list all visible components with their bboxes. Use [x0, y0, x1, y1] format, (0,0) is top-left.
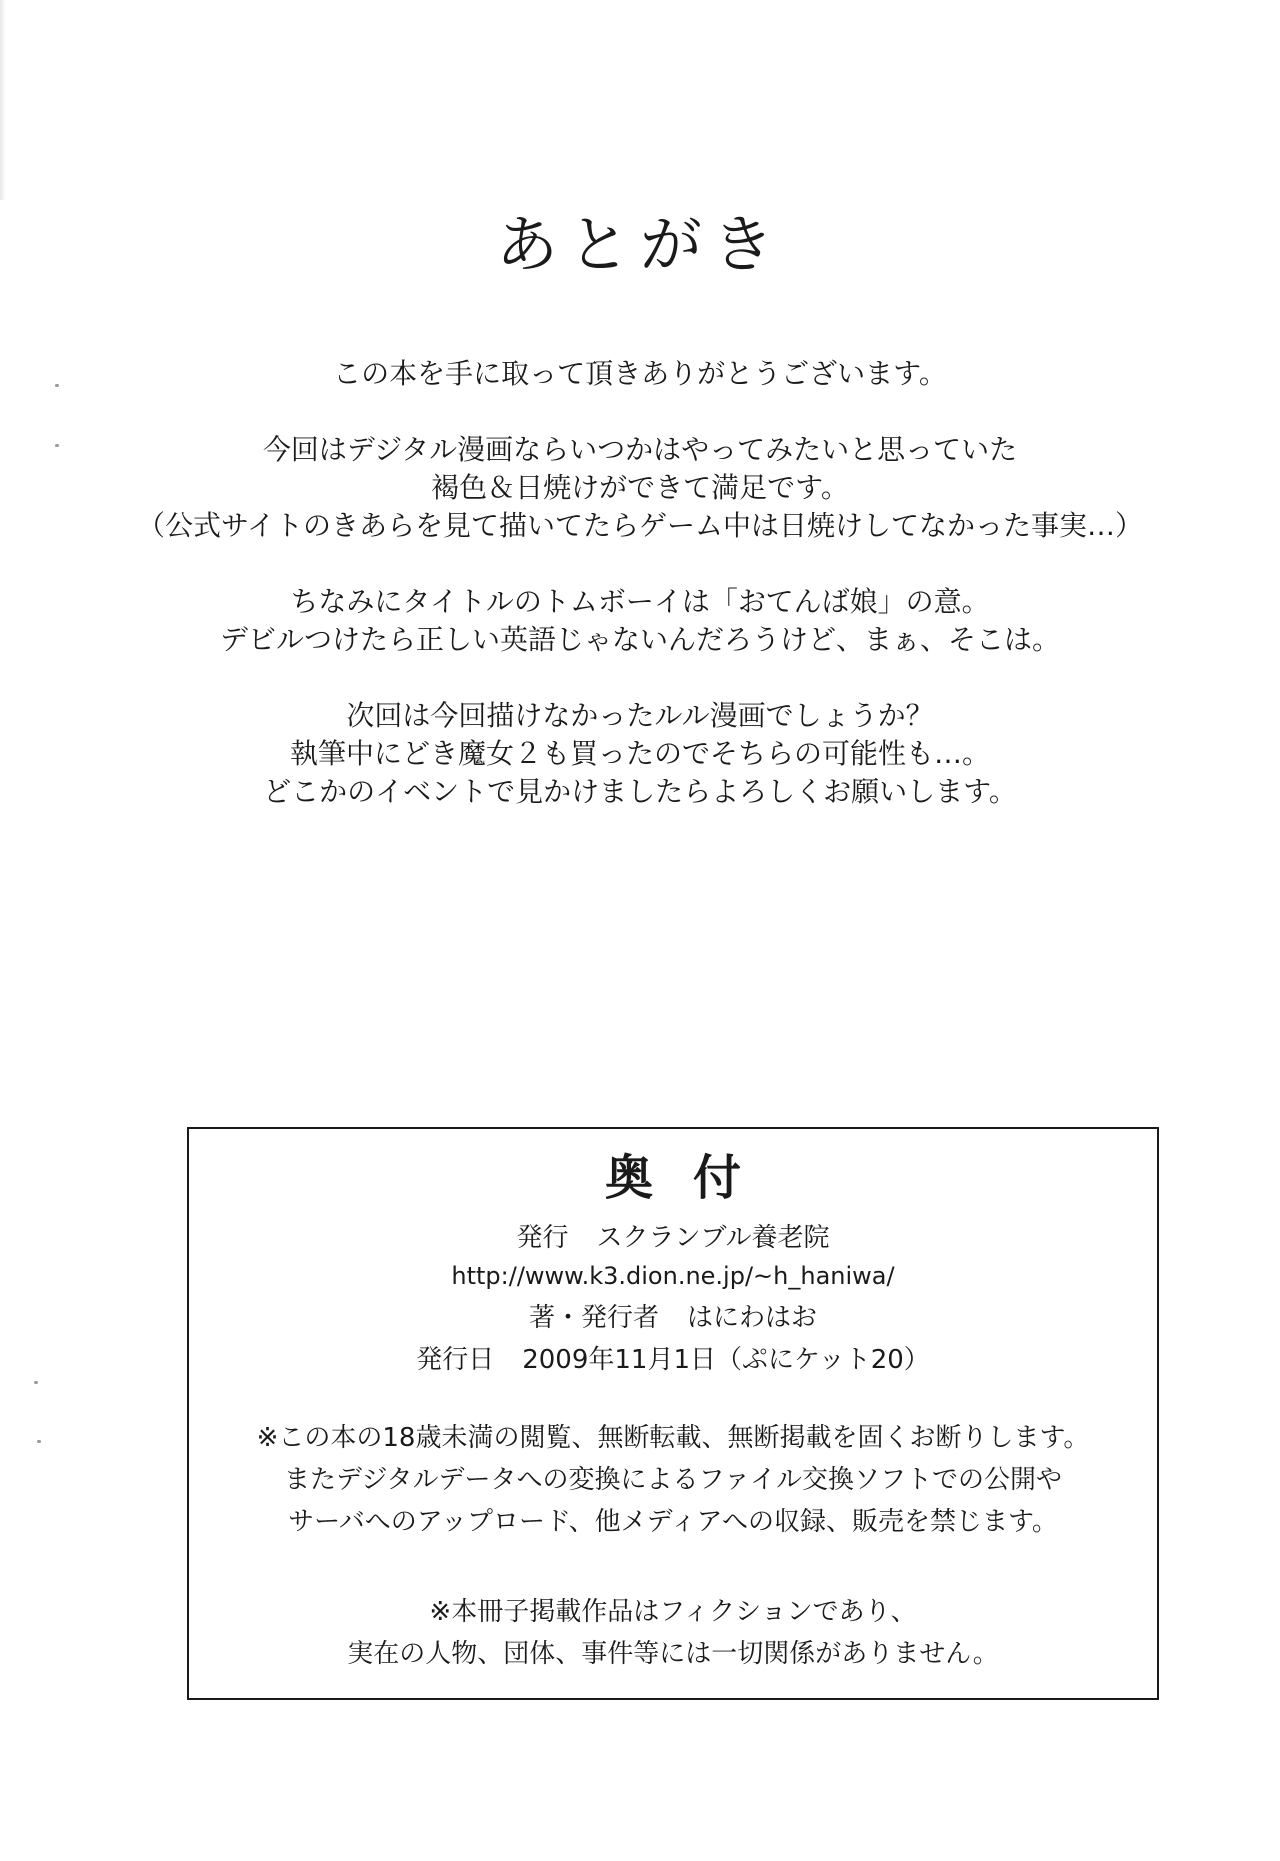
afterword-line: ちなみにタイトルのトムボーイは「おてんば娘」の意。 [290, 585, 990, 618]
notice-line: サーバへのアップロード、他メディアへの収録、販売を禁じます。 [288, 1507, 1058, 1537]
url-line [189, 1259, 1157, 1293]
colophon-title: 奥付 [604, 1150, 781, 1206]
scan-speck [55, 444, 59, 447]
notice-line: ※本冊子掲載作品はフィクションであり、 [429, 1597, 917, 1627]
page-edge-shadow [0, 0, 6, 200]
scan-speck [55, 384, 59, 387]
afterword-line: 今回はデジタル漫画ならいつかはやってみたいと思っていた [262, 433, 1018, 466]
author-name: はにわはお [687, 1303, 818, 1333]
author-line [189, 1301, 1157, 1335]
scan-speck [37, 1440, 41, 1443]
afterword-body [100, 355, 1180, 849]
afterword-line: どこかのイベントで見かけましたらよろしくお願いします。 [263, 775, 1017, 808]
notice-line: またデジタルデータへの変換によるファイル交換ソフトでの公開や [284, 1465, 1062, 1495]
publisher-label: 発行 [516, 1223, 569, 1253]
afterword-line: 執筆中にどき魔女２も買ったのでそちらの可能性も…。 [289, 737, 990, 770]
afterword-paragraph-2 [100, 431, 1180, 545]
publish-date: 2009年11月1日（ぷにケット20） [522, 1345, 930, 1375]
notice-line: 実在の人物、団体、事件等には一切関係がありません。 [347, 1639, 999, 1669]
afterword-paragraph-1 [100, 355, 1180, 393]
publisher-line [189, 1221, 1157, 1255]
afterword-line: 次回は今回描けなかったルル漫画でしょうか？ [346, 699, 934, 732]
afterword-line: （公式サイトのきあらを見て描いてたらゲーム中は日焼けしてなかった事実…） [136, 509, 1144, 542]
afterword-paragraph-3 [100, 583, 1180, 659]
notice-line: ※この本の18歳未満の閲覧、無断転載、無断掲載を固くお断りします。 [256, 1423, 1090, 1453]
date-line [189, 1343, 1157, 1377]
afterword-paragraph-4 [100, 697, 1180, 811]
colophon-box [187, 1127, 1159, 1700]
author-label: 著・発行者 [528, 1303, 659, 1333]
date-label: 発行日 [416, 1345, 495, 1375]
scan-speck [34, 1381, 38, 1384]
afterword-line: この本を手に取って頂きありがとうございます。 [333, 357, 947, 390]
publisher-url: http://www.k3.dion.ne.jp/~h_haniwa/ [451, 1262, 895, 1290]
publisher-name: スクランブル養老院 [596, 1223, 830, 1253]
afterword-line: デビルつけたら正しい英語じゃないんだろうけど、まぁ、そこは。 [219, 623, 1060, 656]
afterword-title: あとがき [495, 208, 784, 281]
afterword-line: 褐色＆日焼けができて満足です。 [431, 471, 849, 504]
